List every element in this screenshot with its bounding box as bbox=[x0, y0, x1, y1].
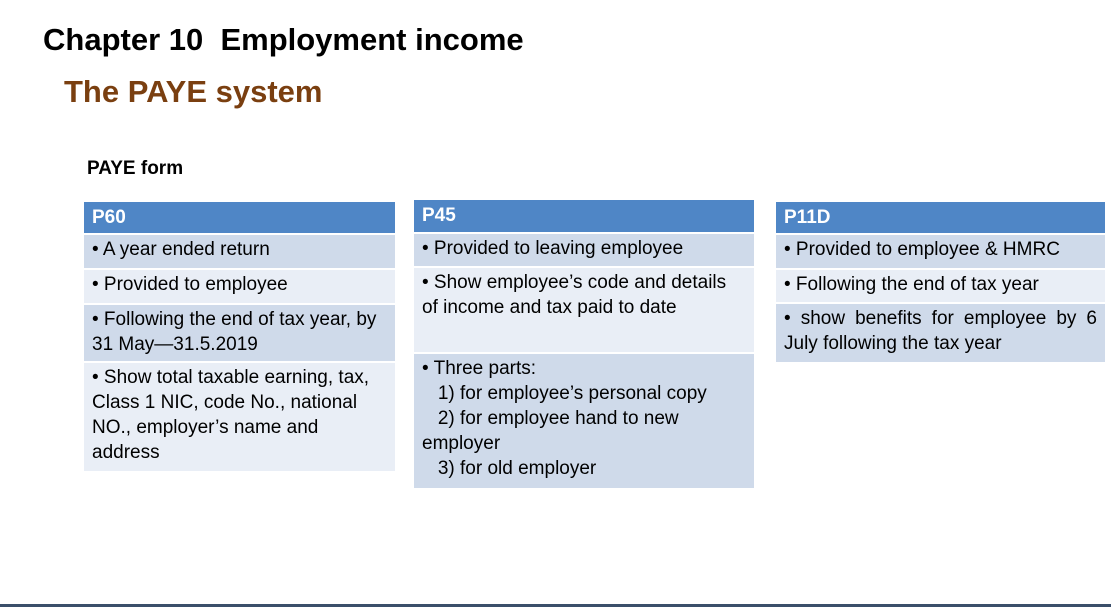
p45-row-1: • Provided to leaving employee bbox=[414, 234, 754, 268]
p60-header: P60 bbox=[84, 202, 395, 235]
p45-row-2: • Show employee’s code and details of income and tax paid to date bbox=[414, 268, 754, 354]
p11d-header: P11D bbox=[776, 202, 1105, 235]
p45-row-3: • Three parts: 1) for employee’s personal copy 2) for employee hand to new employer 3) for old employer bbox=[414, 354, 754, 490]
paye-form-label: PAYE form bbox=[87, 158, 184, 179]
p11d-row-2: • Following the end of tax year bbox=[776, 270, 1105, 304]
p11d-table bbox=[776, 202, 1105, 364]
section-title: The PAYE system bbox=[64, 74, 323, 109]
p60-table bbox=[84, 202, 395, 473]
p11d-row-3: • show benefits for employee by 6 July following the tax year bbox=[776, 304, 1105, 364]
p11d-row-1: • Provided to employee & HMRC bbox=[776, 235, 1105, 270]
chapter-title: Chapter 10 Employment income bbox=[43, 22, 524, 57]
p60-row-3: • Following the end of tax year, by 31 May—31.5.2019 bbox=[84, 305, 395, 363]
p60-row-2: • Provided to employee bbox=[84, 270, 395, 305]
p60-row-4: • Show total taxable earning, tax, Class 1 NIC, code No., national NO., employer’s name and address bbox=[84, 363, 395, 473]
p45-header: P45 bbox=[414, 200, 754, 234]
p60-row-1: • A year ended return bbox=[84, 235, 395, 270]
p45-table bbox=[414, 200, 754, 490]
